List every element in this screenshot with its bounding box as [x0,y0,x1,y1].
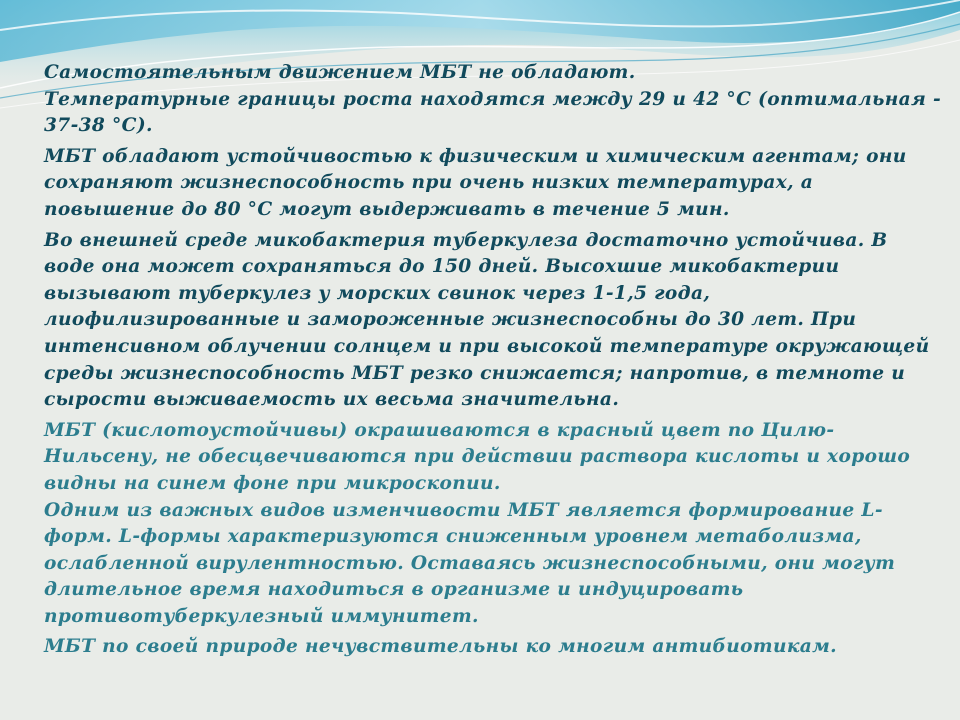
paragraph-antibiotics: МБТ по своей природе нечувствительны ко многим антибиотикам. [44,636,838,658]
paragraph-acid-fast-staining: МБТ (кислотоустойчивы) окрашиваются в красный цвет по Цилю-Нильсену, не обесцвечиваются при действии раствора кислоты и хорошо видны на синем фоне при микроскопии. [44,419,911,494]
paragraph-environment-survival: Во внешней среде микобактерия туберкулеза достаточно устойчива. В воде она может сохраняться до 150 дней. Высохшие микобактерии вызывают туберкулез у морских свинок через 1-1,5 года, лиофилизированные и замороженные жизнеспособны до 30 лет. При интенсивном облучении солнцем и при высокой температуре окружающей среды жизнеспособность МБТ резко снижается; напротив, в темноте и сырости выживаемость их весьма значительна. [44,229,930,411]
paragraph-l-forms: Одним из важных видов изменчивости МБТ является формирование L-форм. L-формы характеризуются сниженным уровнем метаболизма, ослабленной вирулентностью. Оставаясь жизнеспособными, они могут длительное время находиться в организме и индуцировать противотуберкулезный иммунитет. [44,499,896,627]
paragraph-temperature-range: Температурные границы роста находятся между 29 и 42 °С (оптимальная - 37-38 °С). [44,88,942,137]
paragraph-resistance: МБТ обладают устойчивостью к физическим и химическим агентам; они сохраняют жизнеспособность при очень низких температурах, а повышение до 80 °С могут выдерживать в течение 5 мин. [44,145,907,220]
slide-body [44,60,944,661]
paragraph-movement: Самостоятельным движением МБТ не обладают. [44,62,636,83]
